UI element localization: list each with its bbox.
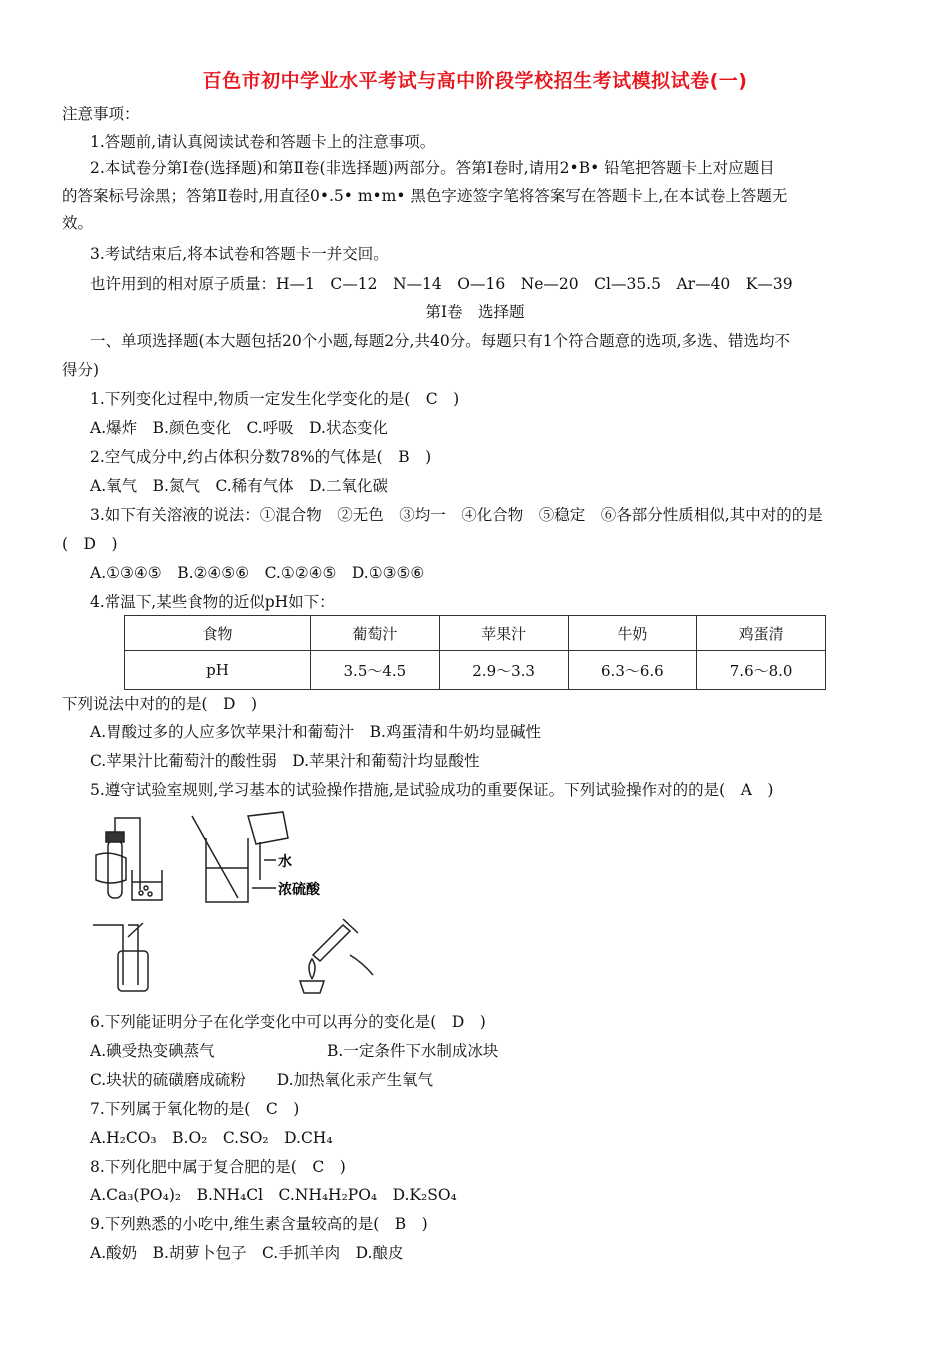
table-cell: 牛奶 <box>568 616 697 651</box>
delivery-tube-shape <box>115 818 140 890</box>
water-label: 水 <box>278 854 292 870</box>
q6-stem: 6.下列能证明分子在化学变化中可以再分的变化是( D ) <box>90 1013 486 1031</box>
dilution-figure <box>192 812 288 902</box>
table-row <box>125 616 826 651</box>
q1-stem: 1.下列变化过程中,物质一定发生化学变化的是( C ) <box>90 390 460 408</box>
q1-options: A.爆炸 B.颜色变化 C.呼吸 D.状态变化 <box>90 419 388 437</box>
notice-line: 的答案标号涂黑；答第Ⅱ卷时,用直径0•.5• m•m• 黑色字迹签字笔将答案写在答题卡上,在本试卷上答题无 <box>62 187 788 205</box>
q8-options: A.Ca₃(PO₄)₂ B.NH₄Cl C.NH₄H₂PO₄ D.K₂SO₄ <box>90 1186 457 1204</box>
test-tube-shape <box>108 840 122 898</box>
table-row <box>125 651 826 690</box>
gas-collection-figure <box>93 923 148 991</box>
beaker-shape <box>132 870 162 900</box>
q4-question: 下列说法中对的的是( D ) <box>62 695 258 713</box>
q3-stem-cont: ( D ) <box>62 535 118 553</box>
ph-table <box>124 615 826 690</box>
q7-stem: 7.下列属于氧化物的是( C ) <box>90 1100 300 1118</box>
hand-shape <box>350 955 373 975</box>
notice-line: 2.本试卷分第Ⅰ卷(选择题)和第Ⅱ卷(非选择题)两部分。答第Ⅰ卷时,请用2•B• 铅笔把答题卡上对应题目 <box>90 159 775 177</box>
atomic-masses: 也许用到的相对原子质量：H—1 C—12 N—14 O—16 Ne—20 Cl—35.5 Ar—40 K—39 <box>90 275 793 293</box>
flame-shape <box>309 959 315 979</box>
heating-figure <box>300 919 373 993</box>
table-cell: pH <box>125 651 311 690</box>
part-intro: 一、单项选择题(本大题包括20个小题,每题2分,共40分。每题只有1个符合题意的选项,多选、错选均不 <box>90 332 791 350</box>
beaker-shape <box>206 838 248 902</box>
q9-options: A.酸奶 B.胡萝卜包子 C.手抓羊肉 D.酿皮 <box>90 1244 404 1262</box>
table-cell: 葡萄汁 <box>311 616 440 651</box>
q7-options: A.H₂CO₃ B.O₂ C.SO₂ D.CH₄ <box>90 1129 333 1147</box>
alcohol-lamp-shape <box>300 981 324 993</box>
test-tube-shape <box>313 925 350 961</box>
q4-option: A.胃酸过多的人应多饮苹果汁和葡萄汁 B.鸡蛋清和牛奶均显碱性 <box>90 723 541 741</box>
table-cell: 2.9～3.3 <box>439 651 568 690</box>
section-title: 第Ⅰ卷 选择题 <box>425 303 525 321</box>
table-cell: 6.3～6.6 <box>568 651 697 690</box>
acid-label: 浓硫酸 <box>278 882 320 898</box>
lab-figures-row1 <box>88 810 448 910</box>
pouring-beaker-shape <box>248 812 288 844</box>
table-cell: 7.6～8.0 <box>697 651 826 690</box>
notice-line: 1.答题前,请认真阅读试卷和答题卡上的注意事项。 <box>90 133 436 151</box>
q2-options: A.氧气 B.氮气 C.稀有气体 D.二氧化碳 <box>90 477 388 495</box>
exam-title: 百色市初中学业水平考试与高中阶段学校招生考试模拟试卷(一) <box>202 70 748 92</box>
lab-figures-row2 <box>88 915 408 995</box>
q2-stem: 2.空气成分中,约占体积分数78%的气体是( B ) <box>90 448 432 466</box>
q5-stem: 5.遵守试验室规则,学习基本的试验操作措施,是试验成功的重要保证。下列试验操作对的的是( A ) <box>90 781 774 799</box>
table-cell: 苹果汁 <box>439 616 568 651</box>
table-cell: 3.5～4.5 <box>311 651 440 690</box>
table-cell: 食物 <box>125 616 311 651</box>
q4-option: C.苹果汁比葡萄汁的酸性弱 D.苹果汁和葡萄汁均显酸性 <box>90 752 480 770</box>
notice-header: 注意事项： <box>62 105 140 123</box>
table-cell: 鸡蛋清 <box>697 616 826 651</box>
q6-option-b: B.一定条件下水制成冰块 <box>327 1042 499 1060</box>
q3-options: A.①③④⑤ B.②④⑤⑥ C.①②④⑤ D.①③⑤⑥ <box>90 564 425 582</box>
q4-stem: 4.常温下,某些食物的近似pH如下： <box>90 593 335 611</box>
q9-stem: 9.下列熟悉的小吃中,维生素含量较高的是( B ) <box>90 1215 428 1233</box>
part-intro: 得分) <box>62 361 100 379</box>
notice-line: 3.考试结束后,将本试卷和答题卡一并交回。 <box>90 245 389 263</box>
q6-options-cd: C.块状的硫磺磨成硫粉 D.加热氧化汞产生氧气 <box>90 1071 434 1089</box>
airtightness-check-figure <box>96 818 162 900</box>
glass-rod-shape <box>192 816 238 898</box>
q8-stem: 8.下列化肥中属于复合肥的是( C ) <box>90 1158 346 1176</box>
q3-stem: 3.如下有关溶液的说法：①混合物 ②无色 ③均一 ④化合物 ⑤稳定 ⑥各部分性质相似,其中对的的是 <box>90 506 823 524</box>
notice-line: 效。 <box>62 214 94 232</box>
q6-option-a: A.碘受热变碘蒸气 <box>90 1042 215 1060</box>
stopper-shape <box>106 832 124 842</box>
